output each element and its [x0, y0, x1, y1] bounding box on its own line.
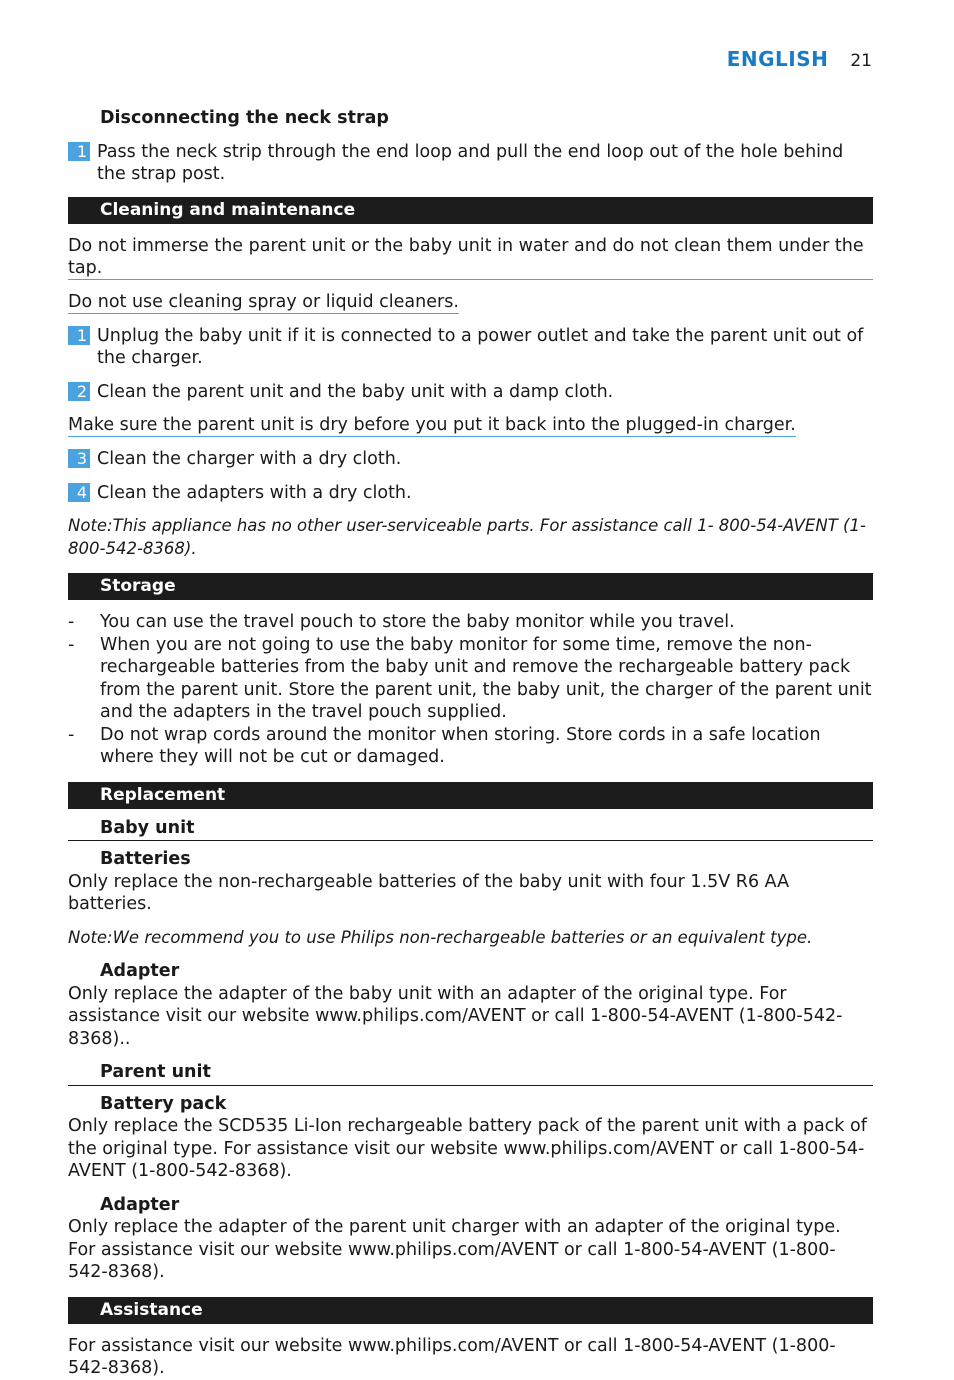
- step-text: Clean the charger with a dry cloth.: [97, 449, 402, 469]
- baby-unit-heading: Baby unit: [68, 817, 873, 842]
- parent-unit-heading: Parent unit: [68, 1061, 873, 1086]
- step-text: Pass the neck strip through the end loop and pull the end loop out of the hole behind the strap post.: [97, 141, 844, 184]
- list-item: - Do not wrap cords around the monitor when storing. Store cords in a safe location where they will not be cut or damaged.: [68, 724, 873, 769]
- section-bar-assistance: Assistance: [68, 1297, 873, 1324]
- cleaning-step-2: [68, 381, 873, 404]
- cleaning-step-1: [68, 325, 873, 370]
- step-number-badge: 3: [68, 449, 90, 468]
- parent-adapter-text: Only replace the adapter of the parent unit charger with an adapter of the original type. For assistance visit our website www.philips.com/AVENT or call 1-800-54-AVENT (1-800-542-8368).: [68, 1217, 841, 1282]
- batteries-text: Only replace the non-rechargeable batteries of the baby unit with four 1.5V R6 AA batteries.: [68, 871, 790, 914]
- section-bar-cleaning: Cleaning and maintenance: [68, 197, 873, 224]
- batteries-heading: Batteries: [100, 849, 191, 869]
- step-text: Clean the adapters with a dry cloth.: [97, 482, 412, 503]
- batteries-note: Note:We recommend you to use Philips non-rechargeable batteries or an equivalent type.: [68, 927, 813, 947]
- step-number-badge: 2: [68, 382, 90, 401]
- baby-adapter-heading: Adapter: [100, 961, 180, 981]
- manual-content: [68, 107, 873, 1380]
- step-number-badge: 1: [68, 142, 90, 161]
- warning-immerse: Do not immerse the parent unit or the baby unit in water and do not clean them under the tap.: [68, 235, 873, 280]
- baby-adapter-text: Only replace the adapter of the baby unit with an adapter of the original type. For assistance visit our website www.philips.com/AVENT or call 1-800-54-AVENT (1-800-542-8368)..: [68, 983, 843, 1049]
- assistance-text: For assistance visit our website www.philips.com/AVENT or call 1-800-54-AVENT (1-800-542-8368).: [68, 1335, 836, 1378]
- section-bar-storage: Storage: [68, 573, 873, 600]
- list-item: - You can use the travel pouch to store the baby monitor while you travel.: [68, 611, 873, 634]
- page-header: [727, 48, 872, 73]
- page-number: 21: [850, 51, 872, 71]
- cleaning-step-3: [68, 448, 873, 471]
- warning-spray: Do not use cleaning spray or liquid cleaners.: [68, 291, 459, 312]
- storage-list: [68, 611, 873, 769]
- battery-pack-text: Only replace the SCD535 Li-Ion rechargeable battery pack of the parent unit with a pack of the original type. For assistance visit our website www.philips.com/AVENT or call 1-800-54-AVENT (1-800-542-8368).: [68, 1116, 867, 1181]
- warning-dry: Make sure the parent unit is dry before you put it back into the plugged-in charger.: [68, 415, 796, 435]
- step-text: Unplug the baby unit if it is connected to a power outlet and take the parent unit out of the charger.: [97, 325, 864, 368]
- step-text: Clean the parent unit and the baby unit with a damp cloth.: [97, 381, 614, 402]
- neck-strap-heading: Disconnecting the neck strap: [100, 108, 389, 128]
- step-number-badge: 4: [68, 483, 90, 502]
- cleaning-step-4: [68, 482, 873, 505]
- cleaning-note: Note:This appliance has no other user-serviceable parts. For assistance call 1- 800-54-AVENT (1-800-542-8368).: [68, 516, 866, 558]
- step-number-badge: 1: [68, 326, 90, 345]
- list-item: - When you are not going to use the baby monitor for some time, remove the non-rechargeable batteries from the baby unit and remove the rechargeable battery pack from the parent unit. Store the parent unit, the baby unit, the charger of the parent unit and the adapters in the travel pouch supplied.: [68, 634, 873, 724]
- battery-pack-heading: Battery pack: [100, 1093, 227, 1114]
- parent-adapter-heading: Adapter: [100, 1194, 180, 1215]
- section-bar-replacement: Replacement: [68, 782, 873, 809]
- neck-strap-step-1: [68, 141, 873, 186]
- language-label: ENGLISH: [726, 47, 829, 71]
